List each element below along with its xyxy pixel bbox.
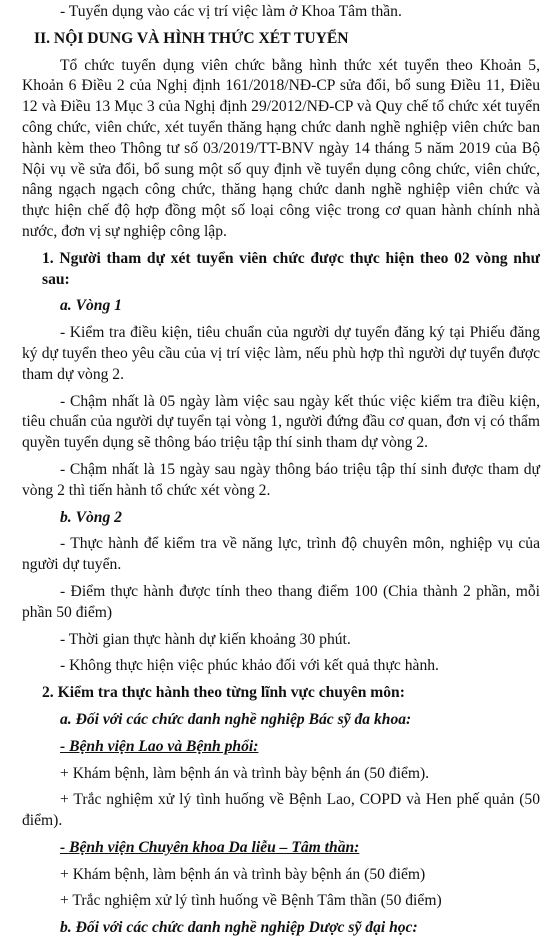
list-item: - Tuyển dụng vào các vị trí việc làm ở Khoa Tâm thần. [60,3,402,20]
subsection-heading: 1. Người tham dự xét tuyển viên chức được thực hiện theo 02 vòng như sau: [42,249,540,288]
section-heading: II. NỘI DUNG VÀ HÌNH THỨC XÉT TUYỂN [34,29,349,47]
list-item: + Trắc nghiệm xử lý tình huống về Bệnh Tâm thần (50 điểm) [60,892,442,910]
hospital-heading: - Bệnh viện Chuyên khoa Da liễu – Tâm thần: [60,838,360,856]
list-item: - Kiểm tra điều kiện, tiêu chuẩn của người dự tuyển đăng ký tại Phiếu đăng ký dự tuyển theo yêu cầu của vị trí việc làm, nếu phù hợp thì người dự tuyển được tham dự vòng 2. [22,324,540,383]
list-item: - Điểm thực hành được tính theo thang điểm 100 (Chia thành 2 phần, mỗi phần 50 điểm) [22,582,540,621]
paragraph: Tổ chức tuyển dụng viên chức bằng hình thức xét tuyển theo Khoản 5, Khoản 6 Điều 2 của Nghị định 161/2018/NĐ-CP sửa đổi, bổ sung Điều 11, Điều 12 và Điều 13 Mục 3 của Nghị định 29/2012/NĐ-CP và Quy chế tổ chức xét tuyển công chức, viên chức, xét tuyển thăng hạng chức danh nghề nghiệp viên chức ban hành kèm theo Thông tư số 03/2019/TT-BNV ngày 14 tháng 5 năm 2019 của Bộ Nội vụ về sửa đổi, bổ sung một số quy định về tuyển dụng công chức, viên chức, nâng ngạch ngạch công chức, thăng hạng chức danh nghề nghiệp viên chức và thực hiện chế độ hợp đồng một số loại công việc trong cơ quan hành chính nhà nước, đơn vị sự nghiệp công lập. [22,56,540,240]
list-item: - Thời gian thực hành dự kiến khoảng 30 phút. [60,630,351,648]
list-item: - Thực hành để kiểm tra về năng lực, trình độ chuyên môn, nghiệp vụ của người dự tuyển. [22,535,540,574]
category-heading: a. Đối với các chức danh nghề nghiệp Bác sỹ đa khoa: [60,710,412,728]
list-item: - Chậm nhất là 05 ngày làm việc sau ngày kết thúc việc kiểm tra điều kiện, tiêu chuẩn của người dự tuyển tại vòng 1, người đứng đầu cơ quan, đơn vị có thẩm quyền tuyển dụng sẽ thông báo triệu tập thí sinh tham dự vòng 2. [22,392,540,452]
list-item: + Khám bệnh, làm bệnh án và trình bày bệnh án (50 điểm). [60,764,430,782]
subsection-heading: 2. Kiểm tra thực hành theo từng lĩnh vực chuyên môn: [42,684,405,702]
round-heading: b. Vòng 2 [60,508,122,526]
list-item: + Trắc nghiệm xử lý tình huống về Bệnh Lao, COPD và Hen phế quản (50 điểm). [22,791,540,830]
document-page [0,2,560,937]
round-heading: a. Vòng 1 [60,297,122,315]
category-heading: b. Đối với các chức danh nghề nghiệp Dược sỹ đại học: [60,919,418,937]
list-item: - Chậm nhất là 15 ngày sau ngày thông báo triệu tập thí sinh được tham dự vòng 2 thì tiến hành tổ chức xét vòng 2. [22,460,540,499]
hospital-heading: - Bệnh viện Lao và Bệnh phổi: [60,737,259,755]
list-item: + Khám bệnh, làm bệnh án và trình bày bệnh án (50 điểm) [60,865,426,883]
list-item: - Không thực hiện việc phúc khảo đối với kết quả thực hành. [60,657,439,675]
